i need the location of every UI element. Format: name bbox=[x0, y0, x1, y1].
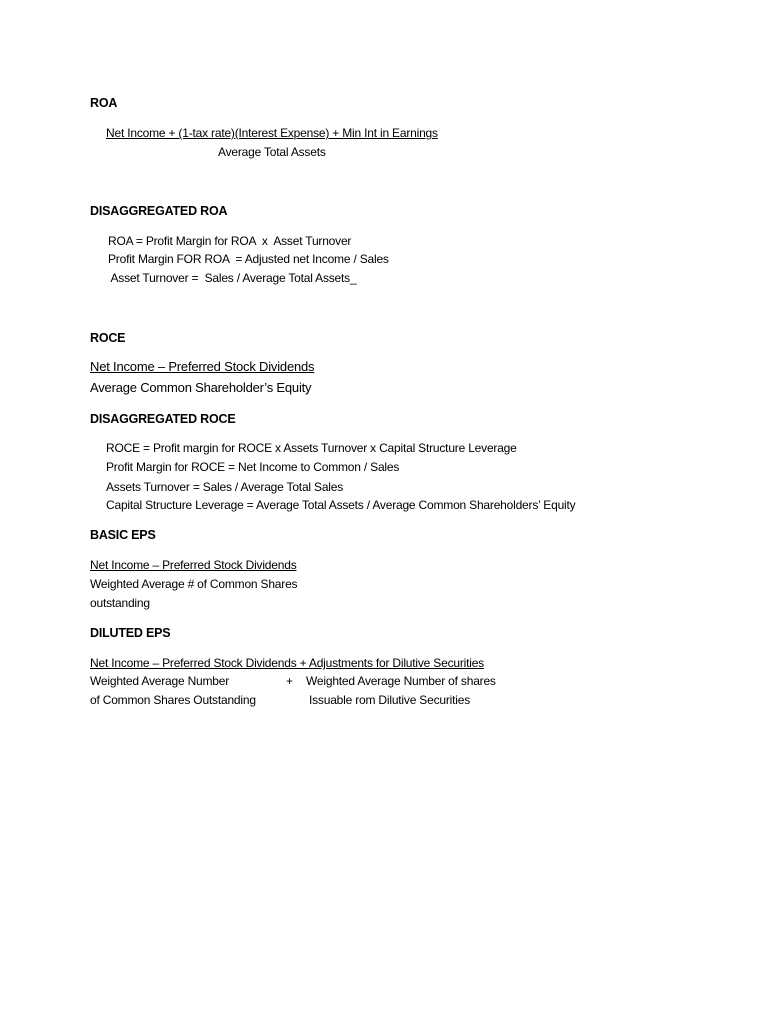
roa-denominator: Average Total Assets bbox=[218, 145, 326, 159]
diluted-eps-left-line1: Weighted Average Number bbox=[90, 674, 230, 688]
roce-heading: ROCE bbox=[90, 331, 126, 345]
disaggregated-roce-heading: DISAGGREGATED ROCE bbox=[90, 412, 236, 426]
roce-denominator: Average Common Shareholder’s Equity bbox=[90, 380, 312, 395]
disaggregated-roce-line: Profit Margin for ROCE = Net Income to Common / Sales bbox=[106, 460, 400, 474]
diluted-eps-right-line2: Issuable rom Dilutive Securities bbox=[309, 693, 470, 707]
basic-eps-denominator: Weighted Average # of Common Shares bbox=[90, 577, 298, 591]
diluted-eps-heading: DILUTED EPS bbox=[90, 626, 171, 640]
basic-eps-denominator-continued: outstanding bbox=[90, 596, 150, 610]
disaggregated-roce-line: Capital Structure Leverage = Average Total Assets / Average Common Shareholders’ Equity bbox=[106, 498, 576, 512]
disaggregated-roce-line: Assets Turnover = Sales / Average Total Sales bbox=[106, 480, 344, 494]
basic-eps-heading: BASIC EPS bbox=[90, 528, 156, 542]
disaggregated-roce-line: ROCE = Profit margin for ROCE x Assets Turnover x Capital Structure Leverage bbox=[106, 441, 517, 455]
diluted-eps-numerator: Net Income – Preferred Stock Dividends + Adjustments for Dilutive Securities bbox=[90, 656, 484, 670]
diluted-eps-left-line2: of Common Shares Outstanding bbox=[90, 693, 256, 707]
disaggregated-roa-line: Profit Margin FOR ROA = Adjusted net Income / Sales bbox=[108, 252, 389, 266]
disaggregated-roa-heading: DISAGGREGATED ROA bbox=[90, 204, 228, 218]
roce-numerator: Net Income – Preferred Stock Dividends bbox=[90, 359, 315, 374]
basic-eps-numerator: Net Income – Preferred Stock Dividends bbox=[90, 558, 297, 572]
diluted-eps-plus: + bbox=[286, 674, 293, 688]
disaggregated-roa-line: ROA = Profit Margin for ROA x Asset Turnover bbox=[108, 234, 352, 248]
disaggregated-roa-line: Asset Turnover = Sales / Average Total Assets_ bbox=[108, 271, 357, 285]
roa-numerator: Net Income + (1-tax rate)(Interest Expense) + Min Int in Earnings bbox=[106, 126, 438, 140]
diluted-eps-right-line1: Weighted Average Number of shares bbox=[306, 674, 496, 688]
roa-heading: ROA bbox=[90, 96, 118, 110]
